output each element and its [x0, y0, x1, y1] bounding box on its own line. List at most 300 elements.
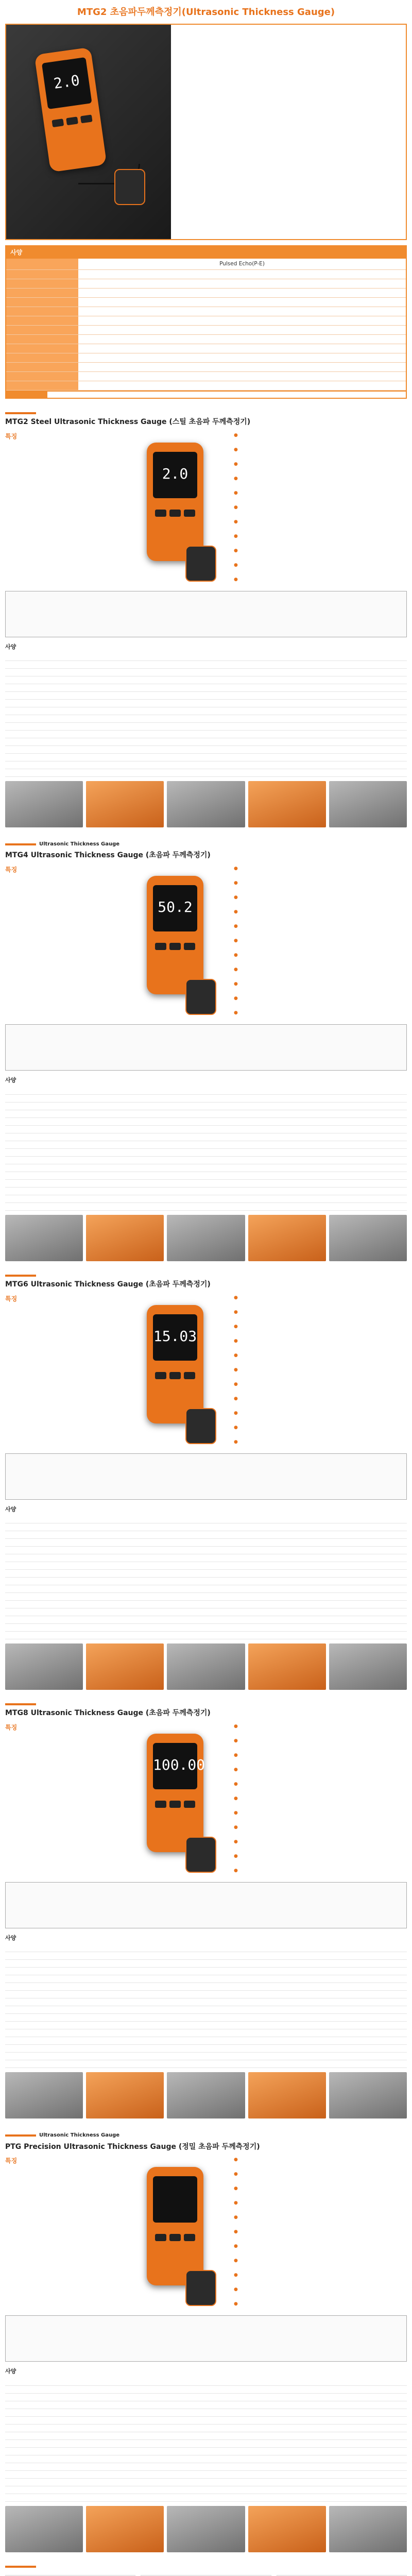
- spec-header-cell: [108, 2378, 407, 2385]
- spec-key: [5, 1569, 108, 1577]
- spec-key: [5, 1562, 108, 1569]
- spec-value: [108, 1141, 407, 1148]
- spec-key: [5, 684, 108, 691]
- spec-key: [5, 2045, 108, 2053]
- feature-item: [232, 1868, 407, 1875]
- spec-row: [6, 334, 406, 344]
- spec-table: [5, 653, 407, 777]
- spec-key: [5, 1592, 108, 1600]
- spec-row: [5, 2401, 407, 2409]
- spec-value: [108, 1546, 407, 1554]
- spec-note: [5, 392, 407, 399]
- feature-list-left: [5, 432, 118, 587]
- spec-value: [108, 707, 407, 715]
- gauge-button: [155, 510, 166, 517]
- feature-item: [232, 1839, 407, 1846]
- spec-row: [5, 1991, 407, 1998]
- feature-row: [5, 866, 407, 1020]
- feature-item: [232, 1338, 407, 1345]
- spec-row: [5, 2478, 407, 2486]
- product-photo: [124, 1723, 227, 1878]
- gauge-screen: 100.00: [153, 1743, 197, 1789]
- application-photo: [5, 781, 83, 827]
- feature-item: [5, 914, 118, 921]
- spec-row: [5, 1608, 407, 1616]
- application-photo: [167, 1215, 245, 1261]
- feature-item: [232, 981, 407, 988]
- spec-row: [5, 1546, 407, 1554]
- application-photo: [86, 1215, 164, 1261]
- spec-row: [5, 715, 407, 722]
- spec-header-cell: [108, 653, 407, 660]
- spec-value: [108, 2385, 407, 2393]
- feature-item: [232, 880, 407, 887]
- gauge-device: [147, 876, 203, 994]
- spec-key: [5, 2385, 108, 2393]
- feature-heading: 특징: [5, 432, 18, 440]
- spec-row: [5, 699, 407, 707]
- feature-heading: 특징: [5, 1295, 18, 1302]
- spec-value: [108, 2409, 407, 2416]
- spec-row: [5, 1156, 407, 1164]
- application-photo: [329, 2072, 407, 2119]
- spec-panel: [5, 245, 407, 391]
- spec-key: [5, 1975, 108, 1983]
- feature-item: [5, 444, 118, 451]
- feature-item: [232, 1439, 407, 1446]
- spec-key: [5, 1577, 108, 1585]
- spec-key: [5, 1631, 108, 1639]
- spec-value: [108, 2006, 407, 2014]
- application-photo: [248, 1643, 326, 1690]
- spec-value: [108, 1523, 407, 1531]
- spec-key: [5, 1952, 108, 1960]
- gauge-button: [80, 115, 93, 124]
- spec-key: [5, 753, 108, 761]
- spec-row: [5, 1631, 407, 1639]
- feature-item: [232, 562, 407, 569]
- spec-value: [108, 1538, 407, 1546]
- spec-key: [5, 1538, 108, 1546]
- feature-item: [232, 2171, 407, 2178]
- section-title: MTG8 Ultrasonic Thickness Gauge (초음파 두께측정기): [5, 1708, 211, 1717]
- spec-value: [78, 307, 406, 316]
- feature-item: [232, 1324, 407, 1331]
- spec-value: [108, 1554, 407, 1562]
- feature-item: [5, 926, 118, 934]
- spec-row: [6, 259, 406, 269]
- gauge-button: [169, 2234, 181, 2241]
- spec-key: [6, 297, 78, 307]
- spec-value: [108, 1531, 407, 1538]
- spec-key: [5, 2439, 108, 2447]
- spec-value: [108, 1960, 407, 1968]
- feature-item: [232, 1853, 407, 1860]
- spec-row: [6, 325, 406, 334]
- spec-header-row: [5, 653, 407, 660]
- feature-item: [5, 456, 118, 463]
- feature-item: [232, 577, 407, 584]
- spec-row: [5, 745, 407, 753]
- spec-row: [5, 691, 407, 699]
- spec-row: [5, 2006, 407, 2014]
- feature-list-left: [5, 2157, 118, 2311]
- feature-item: [232, 1396, 407, 1403]
- gauge-screen: [153, 2176, 197, 2223]
- spec-row: [5, 722, 407, 730]
- gauge-button: [184, 2234, 195, 2241]
- feature-item: [5, 1772, 118, 1779]
- section-bar: [5, 843, 36, 845]
- spec-key: [5, 699, 108, 707]
- section-bar: [5, 1275, 36, 1277]
- application-photo: [167, 2072, 245, 2119]
- spec-key: [6, 288, 78, 297]
- spec-value: [108, 1975, 407, 1983]
- spec-value: [108, 691, 407, 699]
- spec-row: [5, 1562, 407, 1569]
- spec-row: [5, 1616, 407, 1623]
- spec-row: [5, 1975, 407, 1983]
- note-box: [5, 2315, 407, 2362]
- feature-row: [5, 432, 407, 587]
- gauge-button: [184, 510, 195, 517]
- spec-value: [108, 1600, 407, 1608]
- spec-row: [5, 1148, 407, 1156]
- application-photos: [5, 2072, 407, 2119]
- spec-key: [5, 676, 108, 684]
- spec-row: [6, 316, 406, 325]
- spec-row: [6, 344, 406, 353]
- spec-value: [108, 1623, 407, 1631]
- gauge-button: [184, 1372, 195, 1379]
- product-photo: [124, 2157, 227, 2311]
- note-value: [47, 392, 56, 398]
- spec-header-row: [5, 1515, 407, 1523]
- gauge-button: [169, 943, 181, 950]
- spec-row: [5, 2447, 407, 2455]
- spec-heading: 사양: [5, 643, 16, 650]
- spec-value: [108, 2053, 407, 2060]
- spec-row: [5, 2037, 407, 2045]
- feature-item: [232, 1752, 407, 1759]
- application-photos: [5, 1643, 407, 1690]
- spec-row: [5, 2385, 407, 2393]
- spec-row: [6, 353, 406, 362]
- spec-header-cell: [5, 1944, 108, 1952]
- spec-key: [5, 715, 108, 722]
- product-section: [5, 841, 407, 1261]
- spec-value: [108, 1117, 407, 1125]
- spec-header-row: [5, 2378, 407, 2385]
- spec-row: [5, 1141, 407, 1148]
- spec-key: [5, 2463, 108, 2470]
- spec-row: [5, 668, 407, 676]
- spec-row: [5, 1623, 407, 1631]
- section-bar: [5, 412, 36, 414]
- feature-item: [5, 1393, 118, 1400]
- feature-item: [5, 481, 118, 488]
- spec-row: [5, 1523, 407, 1531]
- spec-value: [108, 2447, 407, 2455]
- note-box: [5, 1882, 407, 1928]
- spec-row: [5, 1600, 407, 1608]
- feature-item: [232, 995, 407, 1003]
- gauge-button: [184, 943, 195, 950]
- product-photo: [124, 1295, 227, 1449]
- feature-item: [232, 1810, 407, 1817]
- feature-item: [232, 2272, 407, 2279]
- feature-item: [5, 2218, 118, 2225]
- spec-row: [6, 307, 406, 316]
- spec-key: [5, 2494, 108, 2501]
- spec-value: [108, 738, 407, 745]
- spec-value: [78, 316, 406, 325]
- feature-item: [5, 1343, 118, 1350]
- spec-table: [5, 1087, 407, 1211]
- spec-value: [108, 2432, 407, 2439]
- spec-value: [78, 362, 406, 371]
- spec-key: [5, 668, 108, 676]
- spec-key: [5, 1991, 108, 1998]
- spec-value: [108, 1164, 407, 1172]
- spec-key: [5, 2014, 108, 2022]
- spec-row: [6, 279, 406, 288]
- spec-row: [5, 2439, 407, 2447]
- application-photo: [167, 1643, 245, 1690]
- spec-row: [5, 1187, 407, 1195]
- spec-value: [108, 715, 407, 722]
- feature-item: [5, 2243, 118, 2250]
- spec-key: [5, 2393, 108, 2401]
- feature-item: [232, 533, 407, 540]
- spec-row: [5, 1531, 407, 1538]
- spec-value: [78, 334, 406, 344]
- spec-header-row: [5, 1087, 407, 1094]
- spec-table: [6, 259, 406, 390]
- spec-key: [5, 1202, 108, 1210]
- spec-key: [5, 730, 108, 738]
- gauge-button: [169, 1801, 181, 1808]
- spec-value: [108, 745, 407, 753]
- spec-row: [5, 1102, 407, 1110]
- feature-item: [232, 490, 407, 497]
- feature-item: [5, 505, 118, 513]
- gauge-button: [184, 1801, 195, 1808]
- spec-row: [5, 2409, 407, 2416]
- section-tag: [5, 2566, 407, 2568]
- spec-key: [5, 2060, 108, 2068]
- feature-item: [232, 2243, 407, 2250]
- spec-value: [108, 676, 407, 684]
- spec-value: [78, 297, 406, 307]
- spec-value: [108, 1991, 407, 1998]
- spec-row: [5, 660, 407, 668]
- spec-value: [108, 1187, 407, 1195]
- spec-row: [5, 2045, 407, 2053]
- spec-row: [5, 1968, 407, 1975]
- spec-row: [6, 269, 406, 279]
- application-photo: [329, 2506, 407, 2552]
- spec-key: [5, 1585, 108, 1592]
- spec-key: [5, 1148, 108, 1156]
- feature-item: [5, 963, 118, 971]
- section-tag-text: Ultrasonic Thickness Gauge: [39, 841, 120, 847]
- feature-list-right: [232, 2157, 407, 2311]
- spec-row: [5, 1952, 407, 1960]
- spec-row: [5, 1585, 407, 1592]
- spec-key: [5, 722, 108, 730]
- feature-item: [5, 1797, 118, 1804]
- spec-key: [5, 1094, 108, 1102]
- spec-row: [5, 2014, 407, 2022]
- spec-header-cell: [5, 2378, 108, 2385]
- feature-item: [232, 447, 407, 454]
- spec-row: [5, 2470, 407, 2478]
- spec-value: [108, 2439, 407, 2447]
- spec-value: [108, 1968, 407, 1975]
- spec-value: [108, 1983, 407, 1991]
- note-key: [6, 392, 47, 398]
- spec-header-cell: [108, 1515, 407, 1523]
- spec-key: [6, 316, 78, 325]
- spec-key: [5, 2409, 108, 2416]
- feature-item: [5, 939, 118, 946]
- feature-list-right: [232, 1295, 407, 1449]
- spec-row: [6, 362, 406, 371]
- feature-item: [5, 1784, 118, 1791]
- section-tag-text: Ultrasonic Thickness Gauge: [39, 2132, 120, 2139]
- spec-row: [5, 1110, 407, 1117]
- spec-key: [5, 2455, 108, 2463]
- spec-row: [5, 1569, 407, 1577]
- product-section: [5, 412, 407, 827]
- gauge-screen: 2.0: [153, 452, 197, 498]
- spec-value: [108, 1616, 407, 1623]
- spec-key: [5, 1156, 108, 1164]
- spec-header-row: [5, 1944, 407, 1952]
- feature-item: [232, 548, 407, 555]
- spec-value: [108, 1577, 407, 1585]
- feature-item: [232, 967, 407, 974]
- probe: [185, 546, 216, 582]
- section-tag: [5, 1703, 407, 1705]
- spec-key: [5, 660, 108, 668]
- section-tag: [5, 1275, 407, 1277]
- spec-value: [108, 1569, 407, 1577]
- feature-row: [5, 1723, 407, 1878]
- feature-item: [232, 909, 407, 916]
- hero-block: [5, 24, 407, 240]
- feature-item: [232, 1795, 407, 1803]
- spec-header-cell: [5, 1087, 108, 1094]
- spec-value: [108, 1952, 407, 1960]
- feature-item: [232, 1425, 407, 1432]
- application-photos: [5, 781, 407, 827]
- spec-key: [5, 1623, 108, 1631]
- spec-value: [108, 1156, 407, 1164]
- spec-row: [5, 738, 407, 745]
- spec-row: [5, 1172, 407, 1179]
- spec-row: [6, 381, 406, 390]
- feature-item: [5, 1318, 118, 1326]
- spec-row: [5, 2455, 407, 2463]
- feature-item: [5, 1735, 118, 1742]
- application-photo: [248, 2072, 326, 2119]
- feature-row: [5, 1295, 407, 1449]
- gauge-device: [147, 1305, 203, 1423]
- spec-key: [5, 2029, 108, 2037]
- spec-key: [5, 2022, 108, 2029]
- application-photo: [329, 781, 407, 827]
- hero-description: [171, 25, 406, 239]
- spec-key: [5, 1195, 108, 1202]
- feature-item: [232, 2200, 407, 2207]
- probe: [114, 169, 145, 205]
- spec-key: [6, 334, 78, 344]
- feature-item: [232, 476, 407, 483]
- feature-item: [5, 951, 118, 958]
- feature-item: [232, 1010, 407, 1017]
- spec-value: [108, 699, 407, 707]
- feature-item: [232, 1738, 407, 1745]
- spec-key: [5, 1187, 108, 1195]
- spec-row: [5, 1179, 407, 1187]
- spec-key: [5, 1523, 108, 1531]
- feature-item: [5, 2206, 118, 2213]
- section-title: MTG4 Ultrasonic Thickness Gauge (초음파 두께측정기): [5, 851, 211, 860]
- spec-key: [6, 259, 78, 269]
- section-tag: [5, 412, 407, 414]
- spec-row: [5, 761, 407, 769]
- feature-item: [5, 1747, 118, 1754]
- spec-value: [108, 730, 407, 738]
- spec-value: [78, 381, 406, 390]
- spec-row: [5, 2494, 407, 2501]
- spec-value: [108, 2045, 407, 2053]
- note-box: [5, 1024, 407, 1071]
- spec-value: [78, 353, 406, 362]
- application-photo: [5, 1643, 83, 1690]
- feature-item: [232, 2229, 407, 2236]
- spec-key: [5, 761, 108, 769]
- application-photo: [86, 2506, 164, 2552]
- spec-key: [6, 381, 78, 390]
- spec-row: [5, 1202, 407, 1210]
- feature-item: [232, 1824, 407, 1832]
- spec-key: [5, 707, 108, 715]
- spec-value: [108, 2037, 407, 2045]
- spec-value: [108, 2029, 407, 2037]
- feature-item: [232, 952, 407, 959]
- spec-row: [5, 1983, 407, 1991]
- product-section: [5, 1703, 407, 2119]
- spec-key: [5, 1117, 108, 1125]
- feature-item: [232, 1309, 407, 1316]
- spec-key: [5, 1600, 108, 1608]
- feature-list-right: [232, 1723, 407, 1878]
- feature-list-left: [5, 1723, 118, 1878]
- spec-value: [108, 1102, 407, 1110]
- spec-value: [78, 288, 406, 297]
- spec-value: [78, 325, 406, 334]
- spec-value: [108, 1998, 407, 2006]
- application-photos: [5, 2506, 407, 2552]
- spec-value: [108, 769, 407, 776]
- spec-value: [108, 2455, 407, 2463]
- probe: [185, 1837, 216, 1873]
- page-title: MTG2 초음파두께측정기(Ultrasonic Thickness Gauge): [77, 7, 335, 18]
